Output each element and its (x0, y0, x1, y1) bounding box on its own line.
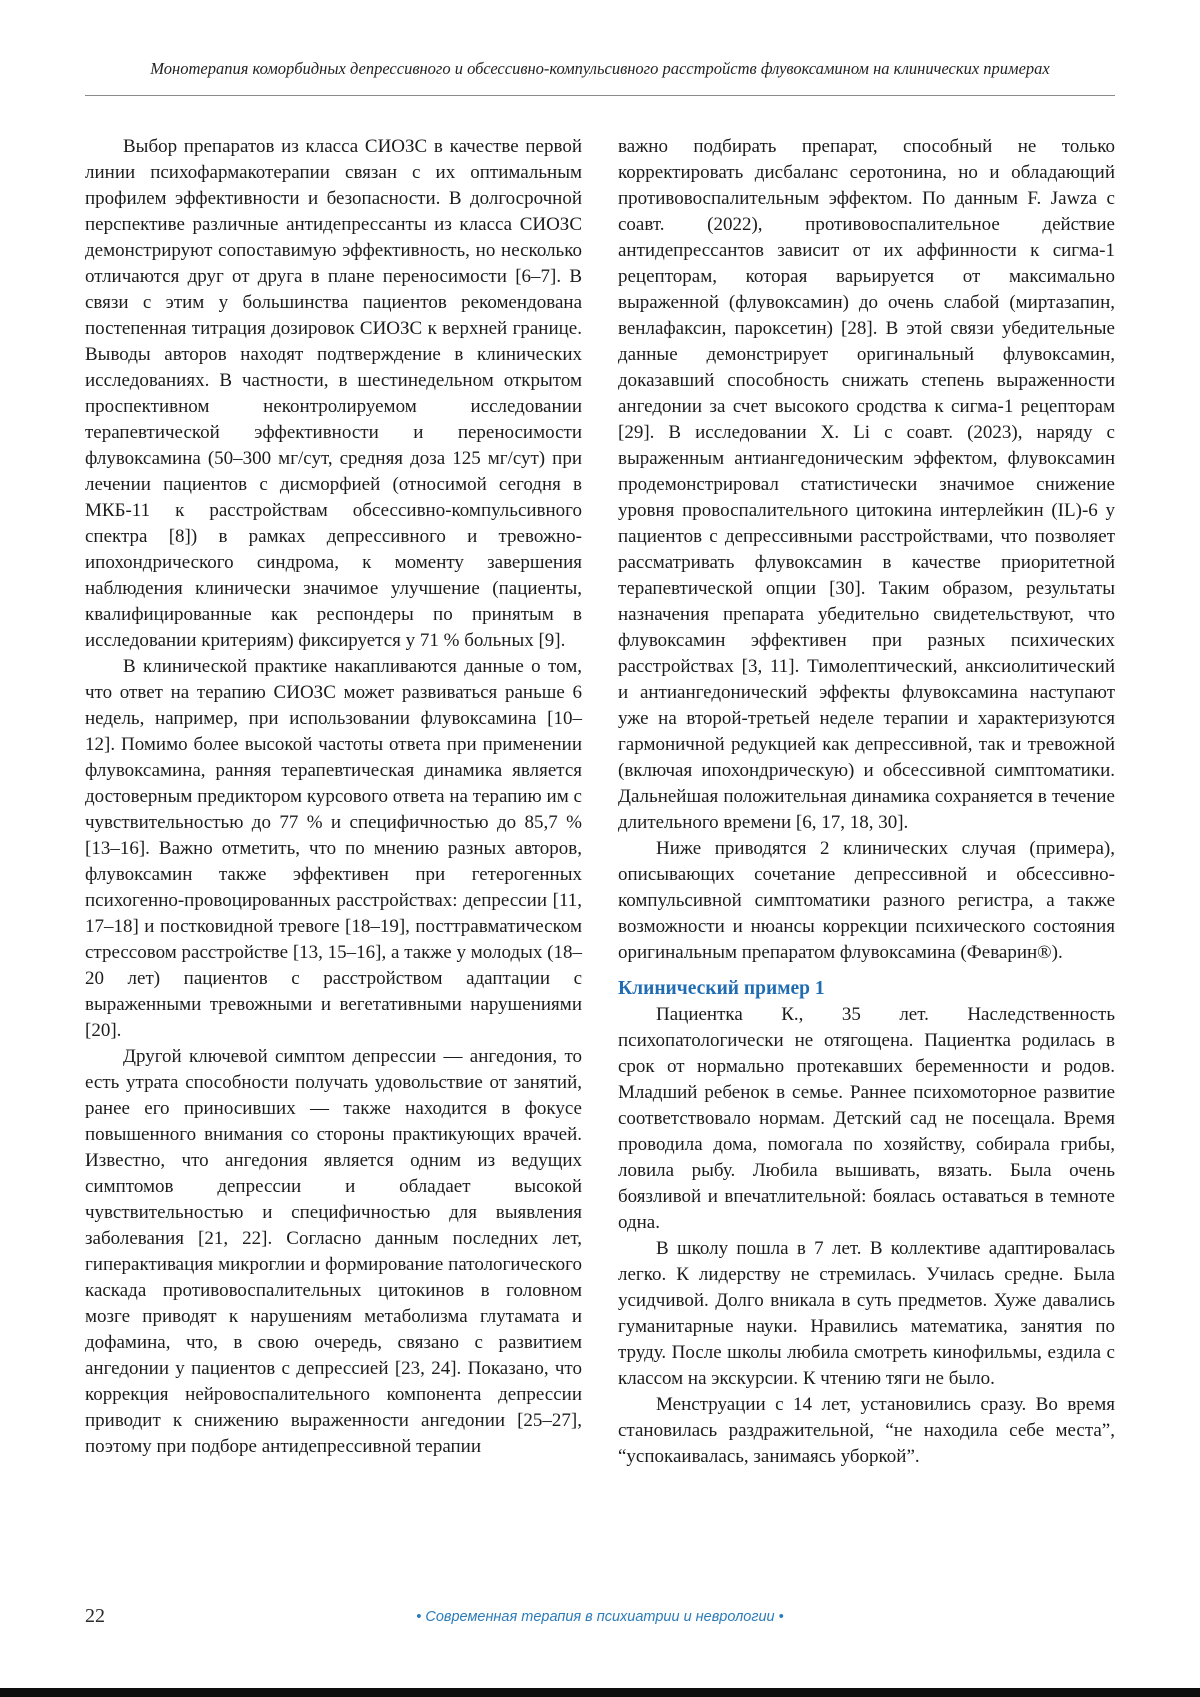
article-body (0, 96, 1200, 1470)
body-paragraph: В клинической практике накапливаются данные о том, что ответ на терапию СИОЗС может развиваться раньше 6 недель, например, при использовании флувоксамина [10–12]. Помимо более высокой частоты ответа при применении флувоксамина, ранняя терапевтическая динамика является достоверным предиктором курсового ответа на терапию им с чувствительностью до 77 % и специфичностью до 85,7 % [13–16]. Важно отметить, что по мнению разных авторов, флувоксамин также эффективен при гетерогенных психогенно-провоцированных расстройствах: депрессии [11, 17–18] и постковидной тревоге [18–19], посттравматическом стрессовом расстройстве [13, 15–16], а также у молодых (18–20 лет) пациентов с расстройством адаптации с выраженными тревожными и вегетативными нарушениями [20]. (85, 656, 582, 1042)
case-paragraph: В школу пошла в 7 лет. В коллективе адаптировалась легко. К лидерству не стремилась. Училась средне. Была усидчивой. Долго вникала в суть предметов. Хуже давались гуманитарные науки. Нравились математика, занятия по труду. После школы любила смотреть кинофильмы, ездила с классом на экскурсии. К чтению тяги не было. (618, 1238, 1115, 1390)
page-number: 22 (85, 1605, 105, 1627)
body-paragraph: Выбор препаратов из класса СИОЗС в качестве первой линии психофармакотерапии связан с их оптимальным профилем эффективности и безопасности. В долгосрочной перспективе различные антидепрессанты из класса СИОЗС демонстрируют сопоставимую эффективность, но несколько отличаются друг от друга в плане переносимости [6–7]. В связи с этим у большинства пациентов рекомендована постепенная титрация дозировок СИОЗС к верхней границе. Выводы авторов находят подтверждение в клинических исследованиях. В частности, в шестинедельном открытом проспективном неконтролируемом исследовании терапевтической эффективности и переносимости флувоксамина (50–300 мг/сут, средняя доза 125 мг/сут) при лечении пациентов с дисморфией (относимой сегодня в МКБ-11 к расстройствам обсессивно-компульсивного спектра [8]) в рамках депрессивного и тревожно-ипохондрического синдрома, к моменту завершения наблюдения клинически значимое улучшение (пациенты, квалифицированные как респондеры по принятым в исследовании критериям) фиксируется у 71 % больных [9]. (85, 136, 582, 652)
page-footer (85, 1605, 1115, 1633)
journal-footer-title: • Современная терапия в психиатрии и неврологии • (416, 1609, 784, 1625)
section-heading-clinical-case-1: Клинический пример 1 (618, 978, 825, 1000)
right-column (618, 134, 1115, 1470)
body-paragraph-continuation: важно подбирать препарат, способный не только корректировать дисбаланс серотонина, но и обладающий противовоспалительным эффектом. По данным F. Jawza с соавт. (2022), противовоспалительное действие антидепрессантов зависит от их аффинности к сигма-1 рецепторам, которая варьируется от максимально выраженной (флувоксамин) до очень слабой (миртазапин, венлафаксин, пароксетин) [28]. В этой связи убедительные данные демонстрирует оригинальный флувоксамин, доказавший способность снижать степень выраженности ангедонии за счет высокого сродства к сигма-1 рецепторам [29]. В исследовании X. Li с соавт. (2023), наряду с выраженным антиангедоническим эффектом, флувоксамин продемонстрировал статистически значимое снижение уровня провоспалительного цитокина интерлейкин (IL)-6 у пациентов с депрессивными расстройствами, что позволяет рассматривать флувоксамин в качестве приоритетной терапевтической опции [30]. Таким образом, результаты назначения препарата убедительно свидетельствуют, что флувоксамин эффективен при разных психических расстройствах [3, 11]. Тимолептический, анксиолитический и антиангедонический эффекты флувоксамина наступают уже на второй-третьей неделе терапии и характеризуются гармоничной редукцией как депрессивной, так и тревожной (включая ипохондрическую) и обсессивной симптоматики. Дальнейшая положительная динамика сохраняется в течение длительного времени [6, 17, 18, 30]. (618, 136, 1115, 834)
running-head-title: Монотерапия коморбидных депрессивного и обсессивно-компульсивного расстройств флувоксамином на клинических примерах (150, 59, 1050, 78)
case-paragraph: Пациентка К., 35 лет. Наследственность психопатологически не отягощена. Пациентка родилась в срок от нормально протекавших беременности и родов. Младший ребенок в семье. Раннее психомоторное развитие соответствовало нормам. Детский сад не посещала. Время проводила дома, помогала по хозяйству, собирала грибы, ловила рыбу. Любила вышивать, вязать. Была очень боязливой и впечатлительной: боялась оставаться в темноте одна. (618, 1004, 1115, 1234)
page-bottom-scan-edge (0, 1688, 1200, 1697)
case-paragraph: Менструации с 14 лет, установились сразу. Во время становилась раздражительной, “не находила себе места”, “успокаивалась, занимаясь уборкой”. (618, 1394, 1115, 1468)
body-paragraph: Ниже приводятся 2 клинических случая (примера), описывающих сочетание депрессивной и обсессивно-компульсивной симптоматики разного регистра, а также возможности и нюансы коррекции психического состояния оригинальным препаратом флувоксамина (Феварин®). (618, 838, 1115, 964)
left-column (85, 134, 582, 1470)
body-paragraph: Другой ключевой симптом депрессии — ангедония, то есть утрата способности получать удовольствие от занятий, ранее его приносивших — также находится в фокусе повышенного внимания со стороны практикующих врачей. Известно, что ангедония является одним из ведущих симптомов депрессии и обладает высокой чувствительностью и специфичностью для выявления заболевания [21, 22]. Согласно данным последних лет, гиперактивация микроглии и формирование патологического каскада противовоспалительных цитокинов в головном мозге приводят к нарушениям метаболизма глутамата и дофамина, что, в свою очередь, связано с развитием ангедонии у пациентов с депрессией [23, 24]. Показано, что коррекция нейровоспалительного компонента депрессии приводит к снижению выраженности ангедонии [25–27], поэтому при подборе антидепрессивной терапии (85, 1046, 582, 1458)
